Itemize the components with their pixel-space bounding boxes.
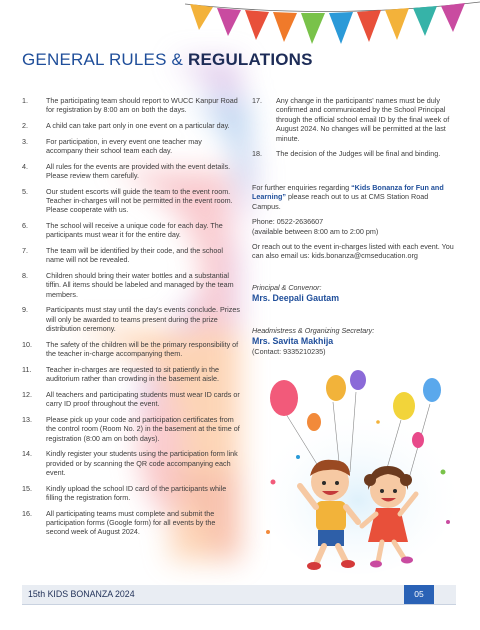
rule-item: 17. Any change in the participants' names must be duly confirmed and communicated by the School Principal through the official school email ID by the final week of August 2024. No changes will be permitted at the last minute. <box>252 96 450 143</box>
rule-item: 5. Our student escorts will guide the team to the event room. Teacher in-charges will not be permitted in the event room. Please cooperate with us. <box>22 186 233 215</box>
bunting-decoration <box>185 0 480 50</box>
rule-item: 6. The school will receive a unique code for each day. The participants must wear it for the entire day. <box>22 221 223 240</box>
rule-item: 11. Teacher in-charges are requested to sit patiently in the auditorium rather than crowding in the basement aisle. <box>22 364 219 384</box>
rule-item: 1. The participating team should report to WUCC Kanpur Road for registration by 8:00 am on both the days. <box>22 96 238 115</box>
rule-item: 3. For participation, in every event one teacher may accompany their school team each day. <box>22 136 202 155</box>
page-title: GENERAL RULES & REGULATIONS <box>22 50 313 69</box>
rule-item: 13. Please pick up your code and participation certificates from the control room (Room No. 2) in the basement at the time of registration (8:00 am on both days). <box>22 414 240 443</box>
rules-list-right <box>252 96 457 165</box>
kids-balloons-illustration <box>258 362 458 577</box>
email-info: Or reach out to the event in-charges listed with each event. You can also email us: kids.bonanza@cmseducation.org <box>252 242 454 261</box>
rules-list-left <box>22 96 240 543</box>
rule-item: 9. Participants must stay until the day's events conclude. Prizes will only be awarded to teams present during the prize distribution ceremony. <box>22 305 240 334</box>
rule-item: 14. Kindly register your students using the participation form link provided or by scanning the QR code accompanying each event. <box>22 449 238 478</box>
rule-item: 7. The team will be identified by their code, and the school name will not be revealed. <box>22 246 223 265</box>
rule-item: 12. All teachers and participating students must wear ID cards or carry ID proof throughout the event. <box>22 389 240 409</box>
rule-item: 8. Children should bring their water bottles and a substantial tiffin. All items should be labeled and managed by the team members. <box>22 271 234 299</box>
enquiry-section <box>252 183 457 267</box>
page-footer: 15th KIDS BONANZA 2024 05 <box>22 585 456 605</box>
rule-item: 18. The decision of the Judges will be final and binding. <box>252 149 441 159</box>
rule-item: 10. The safety of the children will be the primary responsibility of the teacher in-charge accompanying them. <box>22 339 239 359</box>
phone-info: Phone: 0522-2636607 (available between 8:00 am to 2:00 pm) <box>252 217 379 236</box>
secretary-signature: Headmistress & Organizing Secretary: Mrs. Savita Makhija (Contact: 9335210235) <box>252 326 375 357</box>
rule-item: 4. All rules for the events are provided with the event details. Please review them carefully. <box>22 161 231 180</box>
enquiry-text: For further enquiries regarding “Kids Bonanza for Fun and Learning” please reach out to us at CMS Station Road Campus. <box>252 183 444 211</box>
rule-item: 16. All participating teams must complete and submit the participation forms (Google form) for all events by the second week of August 2024. <box>22 508 216 537</box>
page-number-badge: 05 <box>404 585 434 604</box>
rule-item: 15. Kindly upload the school ID card of the participants while filling the registration form. <box>22 483 227 503</box>
principal-signature: Principal & Convenor: Mrs. Deepali Gautam <box>252 283 340 304</box>
rule-item: 2. A child can take part only in one event on a particular day. <box>22 121 230 130</box>
